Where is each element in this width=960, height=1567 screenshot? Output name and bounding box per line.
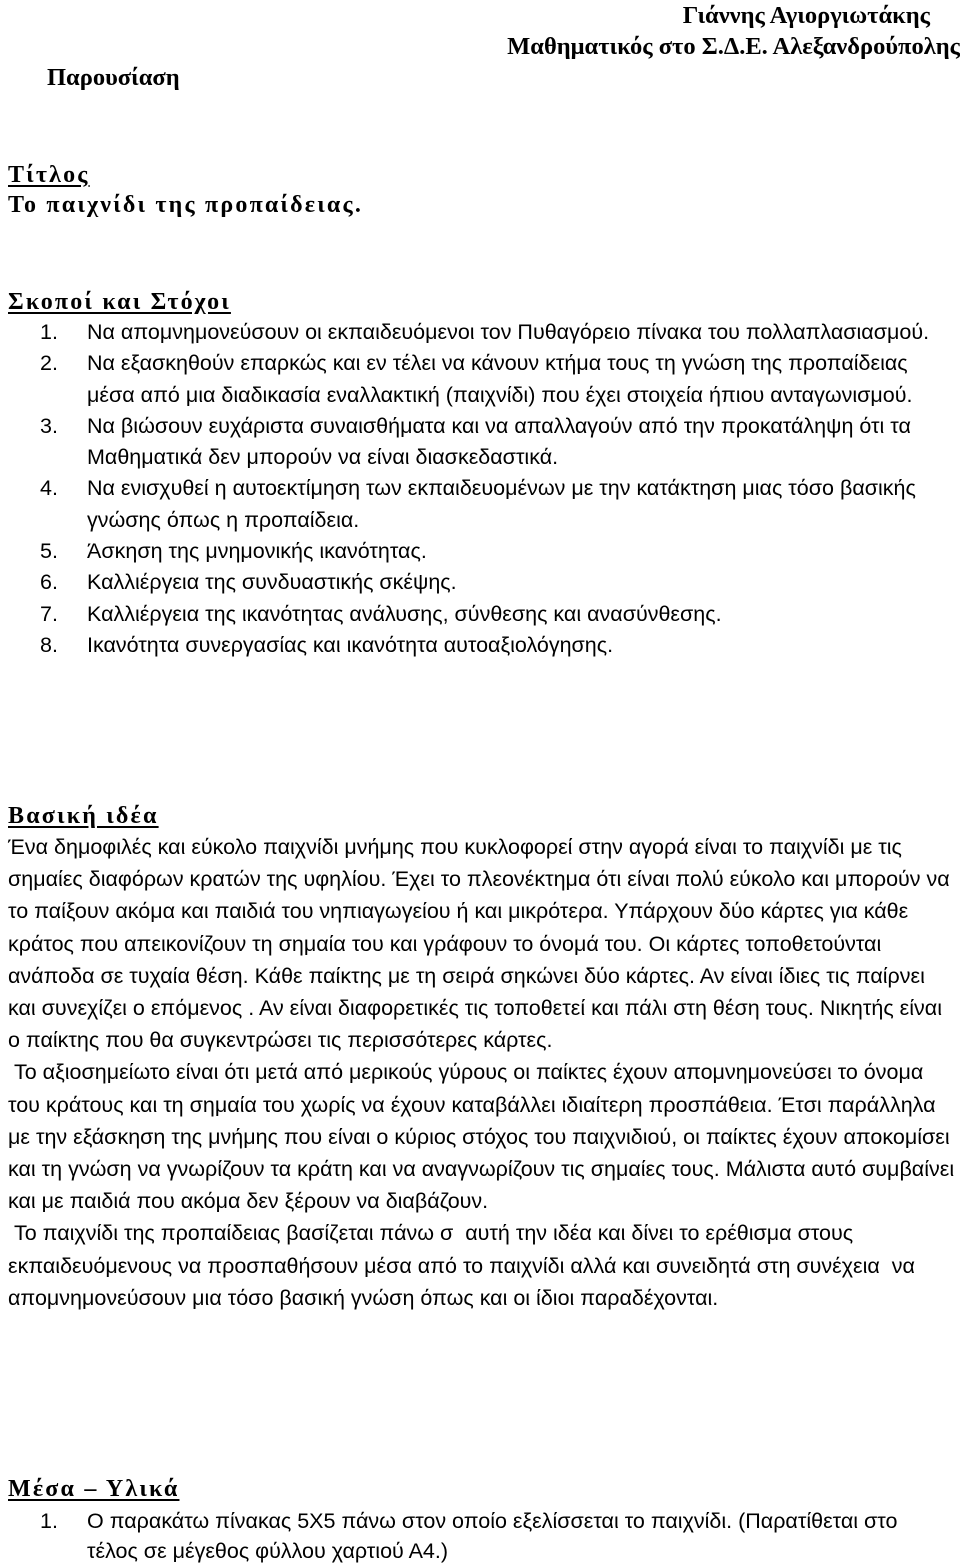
list-item-text: Καλλιέργεια της συνδυαστικής σκέψης. xyxy=(87,570,457,595)
author-name: Γιάννης Αγιοργιωτάκης xyxy=(682,2,930,29)
list-item-text: Να εξασκηθούν επαρκώς και εν τέλει να κάνουν κτήμα τους τη γνώση της προπαίδειας μέσα από μια διαδικασία εναλλακτική (παιχνίδι) που έχει στοιχεία ήπιου ανταγωνισμού. xyxy=(87,351,913,407)
list-item-text: Ικανότητα συνεργασίας και ικανότητα αυτοαξιολόγησης. xyxy=(87,632,614,657)
list-item-text: Να βιώσουν ευχάριστα συναισθήματα και να απαλλαγούν από την προκατάληψη ότι τα Μαθηματικά δεν μπορούν να είναι διασκεδαστικά. xyxy=(87,413,911,470)
objectives-heading-text: Σκοποί και Στόχοι xyxy=(8,289,231,315)
materials-list xyxy=(40,1506,940,1566)
list-item xyxy=(40,411,940,474)
list-item xyxy=(40,567,940,598)
materials-heading-text: Μέσα – Υλικά xyxy=(8,1476,180,1502)
list-item-text: Καλλιέργεια της ικανότητας ανάλυσης, σύνθεσης και ανασύνθεσης. xyxy=(87,601,722,626)
author-role: Μαθηματικός στο Σ.Δ.Ε. Αλεξανδρούπολης xyxy=(507,33,960,60)
list-number: 2. xyxy=(40,351,58,376)
objectives-list xyxy=(40,317,940,661)
objectives-heading xyxy=(8,287,231,317)
list-item xyxy=(40,317,940,348)
presentation-label: Παρουσίαση xyxy=(47,64,180,91)
author-block xyxy=(400,0,960,62)
basic-idea-body xyxy=(8,831,958,1314)
list-item xyxy=(40,599,940,630)
list-number: 3. xyxy=(40,413,58,438)
title-heading xyxy=(8,160,90,190)
title-heading-text: Τίτλος xyxy=(8,162,90,188)
basic-idea-heading-text: Βασική ιδέα xyxy=(8,803,159,829)
paragraph: Το παιχνίδι της προπαίδειας βασίζεται πάνω σ αυτή την ιδέα και δίνει το ερέθισμα στους εκπαιδευόμενους να προσπαθήσουν μέσα από το παιχνίδι αλλά και συνειδητά στη συνέχεια να απομνημονεύσουν μια τόσο βασική γνώση όπως και οι ίδιοι παραδέχονται. xyxy=(8,1221,921,1310)
list-item xyxy=(40,348,940,411)
list-number: 1. xyxy=(40,320,58,344)
list-number: 8. xyxy=(40,632,58,657)
list-item-text: Να ενισχυθεί η αυτοεκτίμηση των εκπαιδευομένων με την κατάκτηση μιας τόσο βασικής γνώσης όπως η προπαίδεια. xyxy=(87,476,916,532)
list-number: 5. xyxy=(40,539,58,564)
paragraph: Ένα δημοφιλές και εύκολο παιχνίδι μνήμης που κυκλοφορεί στην αγορά είναι το παιχνίδι με τις σημαίες διαφόρων κρατών της υφηλίου. Έχει το πλεονέκτημα ότι είναι πολύ εύκολο και μπορούν να το παίξουν ακόμα και παιδιά του νηπιαγωγείου ή και μικρότερα. Υπάρχουν δύο κάρτες για κάθε κράτος που απεικονίζουν τη σημαία του και γράφουν το όνομά του. Οι κάρτες τοποθετούνται ανάποδα σε τυχαία θέση. Κάθε παίκτης με τη σειρά σηκώνει δύο κάρτες. Αν είναι ίδιες τις παίρνει και συνεχίζει ο επόμενος . Αν είναι διαφορετικές τις τοποθετεί και πάλι στη θέση τους. Νικητής είναι ο παίκτης που θα συγκεντρώσει τις περισσότερες κάρτες. xyxy=(8,835,950,1053)
list-item xyxy=(40,630,940,661)
materials-heading xyxy=(8,1474,179,1504)
list-number: 1. xyxy=(40,1509,58,1533)
basic-idea-heading xyxy=(8,801,159,831)
list-number: 6. xyxy=(40,570,58,595)
list-item xyxy=(40,536,940,567)
list-item-text: Ο παρακάτω πίνακας 5Χ5 πάνω στον οποίο εξελίσσεται το παιχνίδι. (Παρατίθεται στο τέλος σε μέγεθος φύλλου χαρτιού Α4.) xyxy=(87,1509,898,1563)
list-item-text: Να απομνημονεύσουν οι εκπαιδευόμενοι τον Πυθαγόρειο πίνακα του πολλαπλασιασμού. xyxy=(87,320,930,344)
list-item-text: Άσκηση της μνημονικής ικανότητας. xyxy=(87,539,427,564)
list-number: 7. xyxy=(40,601,58,626)
list-number: 4. xyxy=(40,476,58,501)
paragraph: Το αξιοσημείωτο είναι ότι μετά από μερικούς γύρους οι παίκτες έχουν απομνημονεύσει το όνομα του κράτους και τη σημαία του χωρίς να έχουν καταβάλλει ιδιαίτερη προσπάθεια. Έτσι παράλληλα με την εξάσκηση της μνήμης που είναι ο κύριος στόχος του παιχνιδιού, οι παίκτες έχουν αποκομίσει και τη γνώση να γνωρίζουν τα κράτη και να αναγνωρίζουν τις σημαίες τους. Μάλιστα αυτό συμβαίνει και με παιδιά που ακόμα δεν ξέρουν να διαβάζουν. xyxy=(8,1060,960,1214)
title-text: Το παιχνίδι της προπαίδειας. xyxy=(8,192,364,218)
list-item xyxy=(40,1506,940,1566)
list-item xyxy=(40,473,940,536)
